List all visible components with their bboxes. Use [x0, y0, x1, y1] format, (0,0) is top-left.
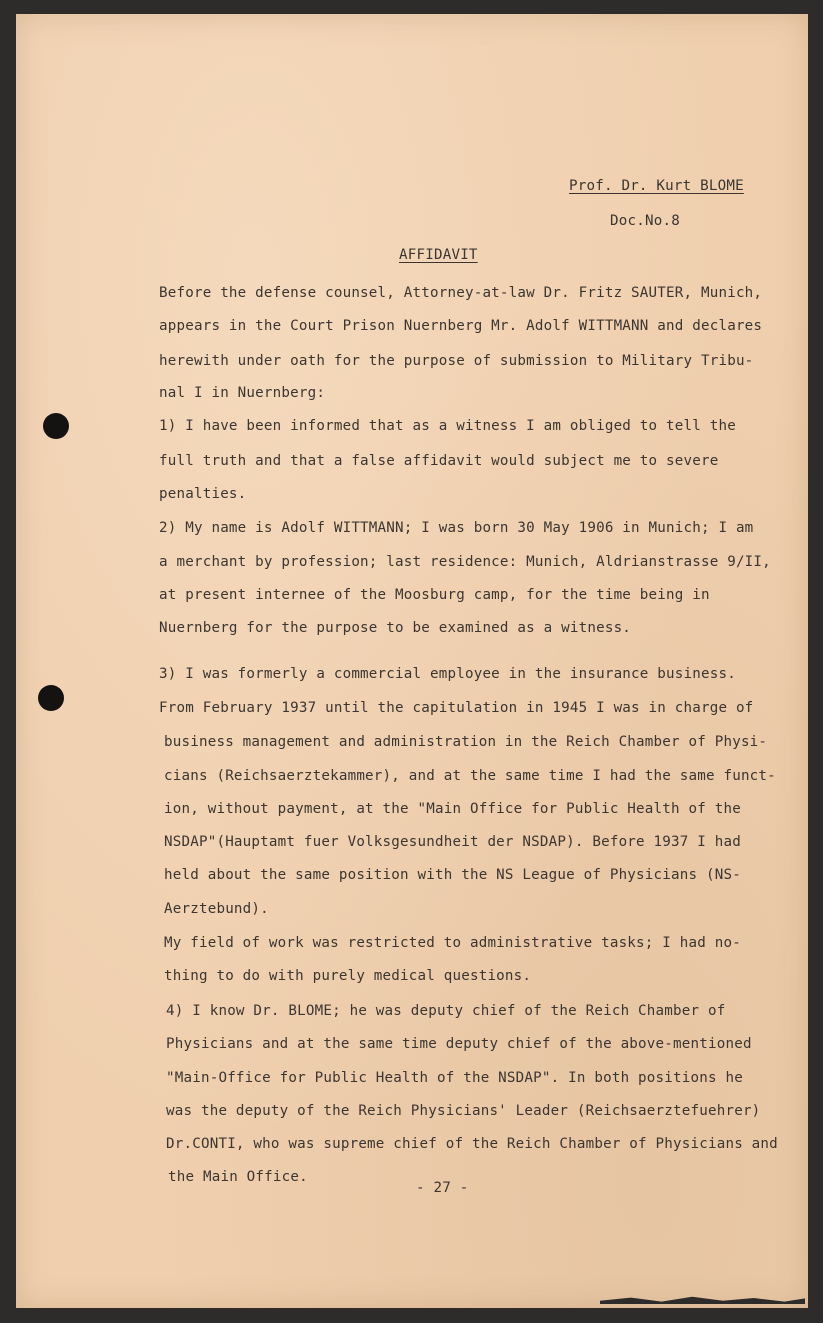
body-line: full truth and that a false affidavit would subject me to severe: [159, 453, 719, 469]
body-line: penalties.: [159, 486, 247, 502]
document-title: AFFIDAVIT: [399, 247, 478, 263]
punch-hole-top: [43, 413, 69, 439]
body-line: held about the same position with the NS League of Physicians (NS-: [164, 867, 741, 883]
author-heading: Prof. Dr. Kurt BLOME: [569, 178, 744, 194]
body-line: was the deputy of the Reich Physicians' Leader (Reichsaerztefuehrer): [166, 1103, 761, 1119]
body-line: NSDAP"(Hauptamt fuer Volksgesundheit der NSDAP). Before 1937 I had: [164, 834, 741, 850]
body-line: Physicians and at the same time deputy chief of the above-mentioned: [166, 1036, 752, 1052]
body-line: Dr.CONTI, who was supreme chief of the Reich Chamber of Physicians and: [166, 1136, 778, 1152]
body-line: nal I in Nuernberg:: [159, 385, 326, 401]
document-number: Doc.No.8: [610, 213, 680, 229]
body-line: a merchant by profession; last residence: Munich, Aldrianstrasse 9/II,: [159, 554, 771, 570]
body-line: business management and administration in the Reich Chamber of Physi-: [164, 734, 768, 750]
body-line: appears in the Court Prison Nuernberg Mr. Adolf WITTMANN and declares: [159, 318, 763, 334]
body-line: thing to do with purely medical questions.: [164, 968, 532, 984]
body-line: 2) My name is Adolf WITTMANN; I was born 30 May 1906 in Munich; I am: [159, 520, 754, 536]
body-line: the Main Office.: [168, 1169, 308, 1185]
body-line: Nuernberg for the purpose to be examined as a witness.: [159, 620, 632, 636]
body-line: Before the defense counsel, Attorney-at-law Dr. Fritz SAUTER, Munich,: [159, 285, 763, 301]
page-number: - 27 -: [416, 1180, 469, 1196]
body-line: My field of work was restricted to administrative tasks; I had no-: [164, 935, 741, 951]
document-page: [16, 14, 808, 1308]
body-line: Aerztebund).: [164, 901, 269, 917]
punch-hole-bottom: [38, 685, 64, 711]
body-line: 4) I know Dr. BLOME; he was deputy chief of the Reich Chamber of: [166, 1003, 726, 1019]
body-line: at present internee of the Moosburg camp, for the time being in: [159, 587, 710, 603]
body-line: cians (Reichsaerztekammer), and at the same time I had the same funct-: [164, 768, 776, 784]
body-line: From February 1937 until the capitulation in 1945 I was in charge of: [159, 700, 754, 716]
body-line: ion, without payment, at the "Main Office for Public Health of the: [164, 801, 741, 817]
body-line: 1) I have been informed that as a witness I am obliged to tell the: [159, 418, 736, 434]
body-line: "Main-Office for Public Health of the NSDAP". In both positions he: [166, 1070, 743, 1086]
body-line: 3) I was formerly a commercial employee in the insurance business.: [159, 666, 736, 682]
body-line: herewith under oath for the purpose of submission to Military Tribu-: [159, 353, 754, 369]
